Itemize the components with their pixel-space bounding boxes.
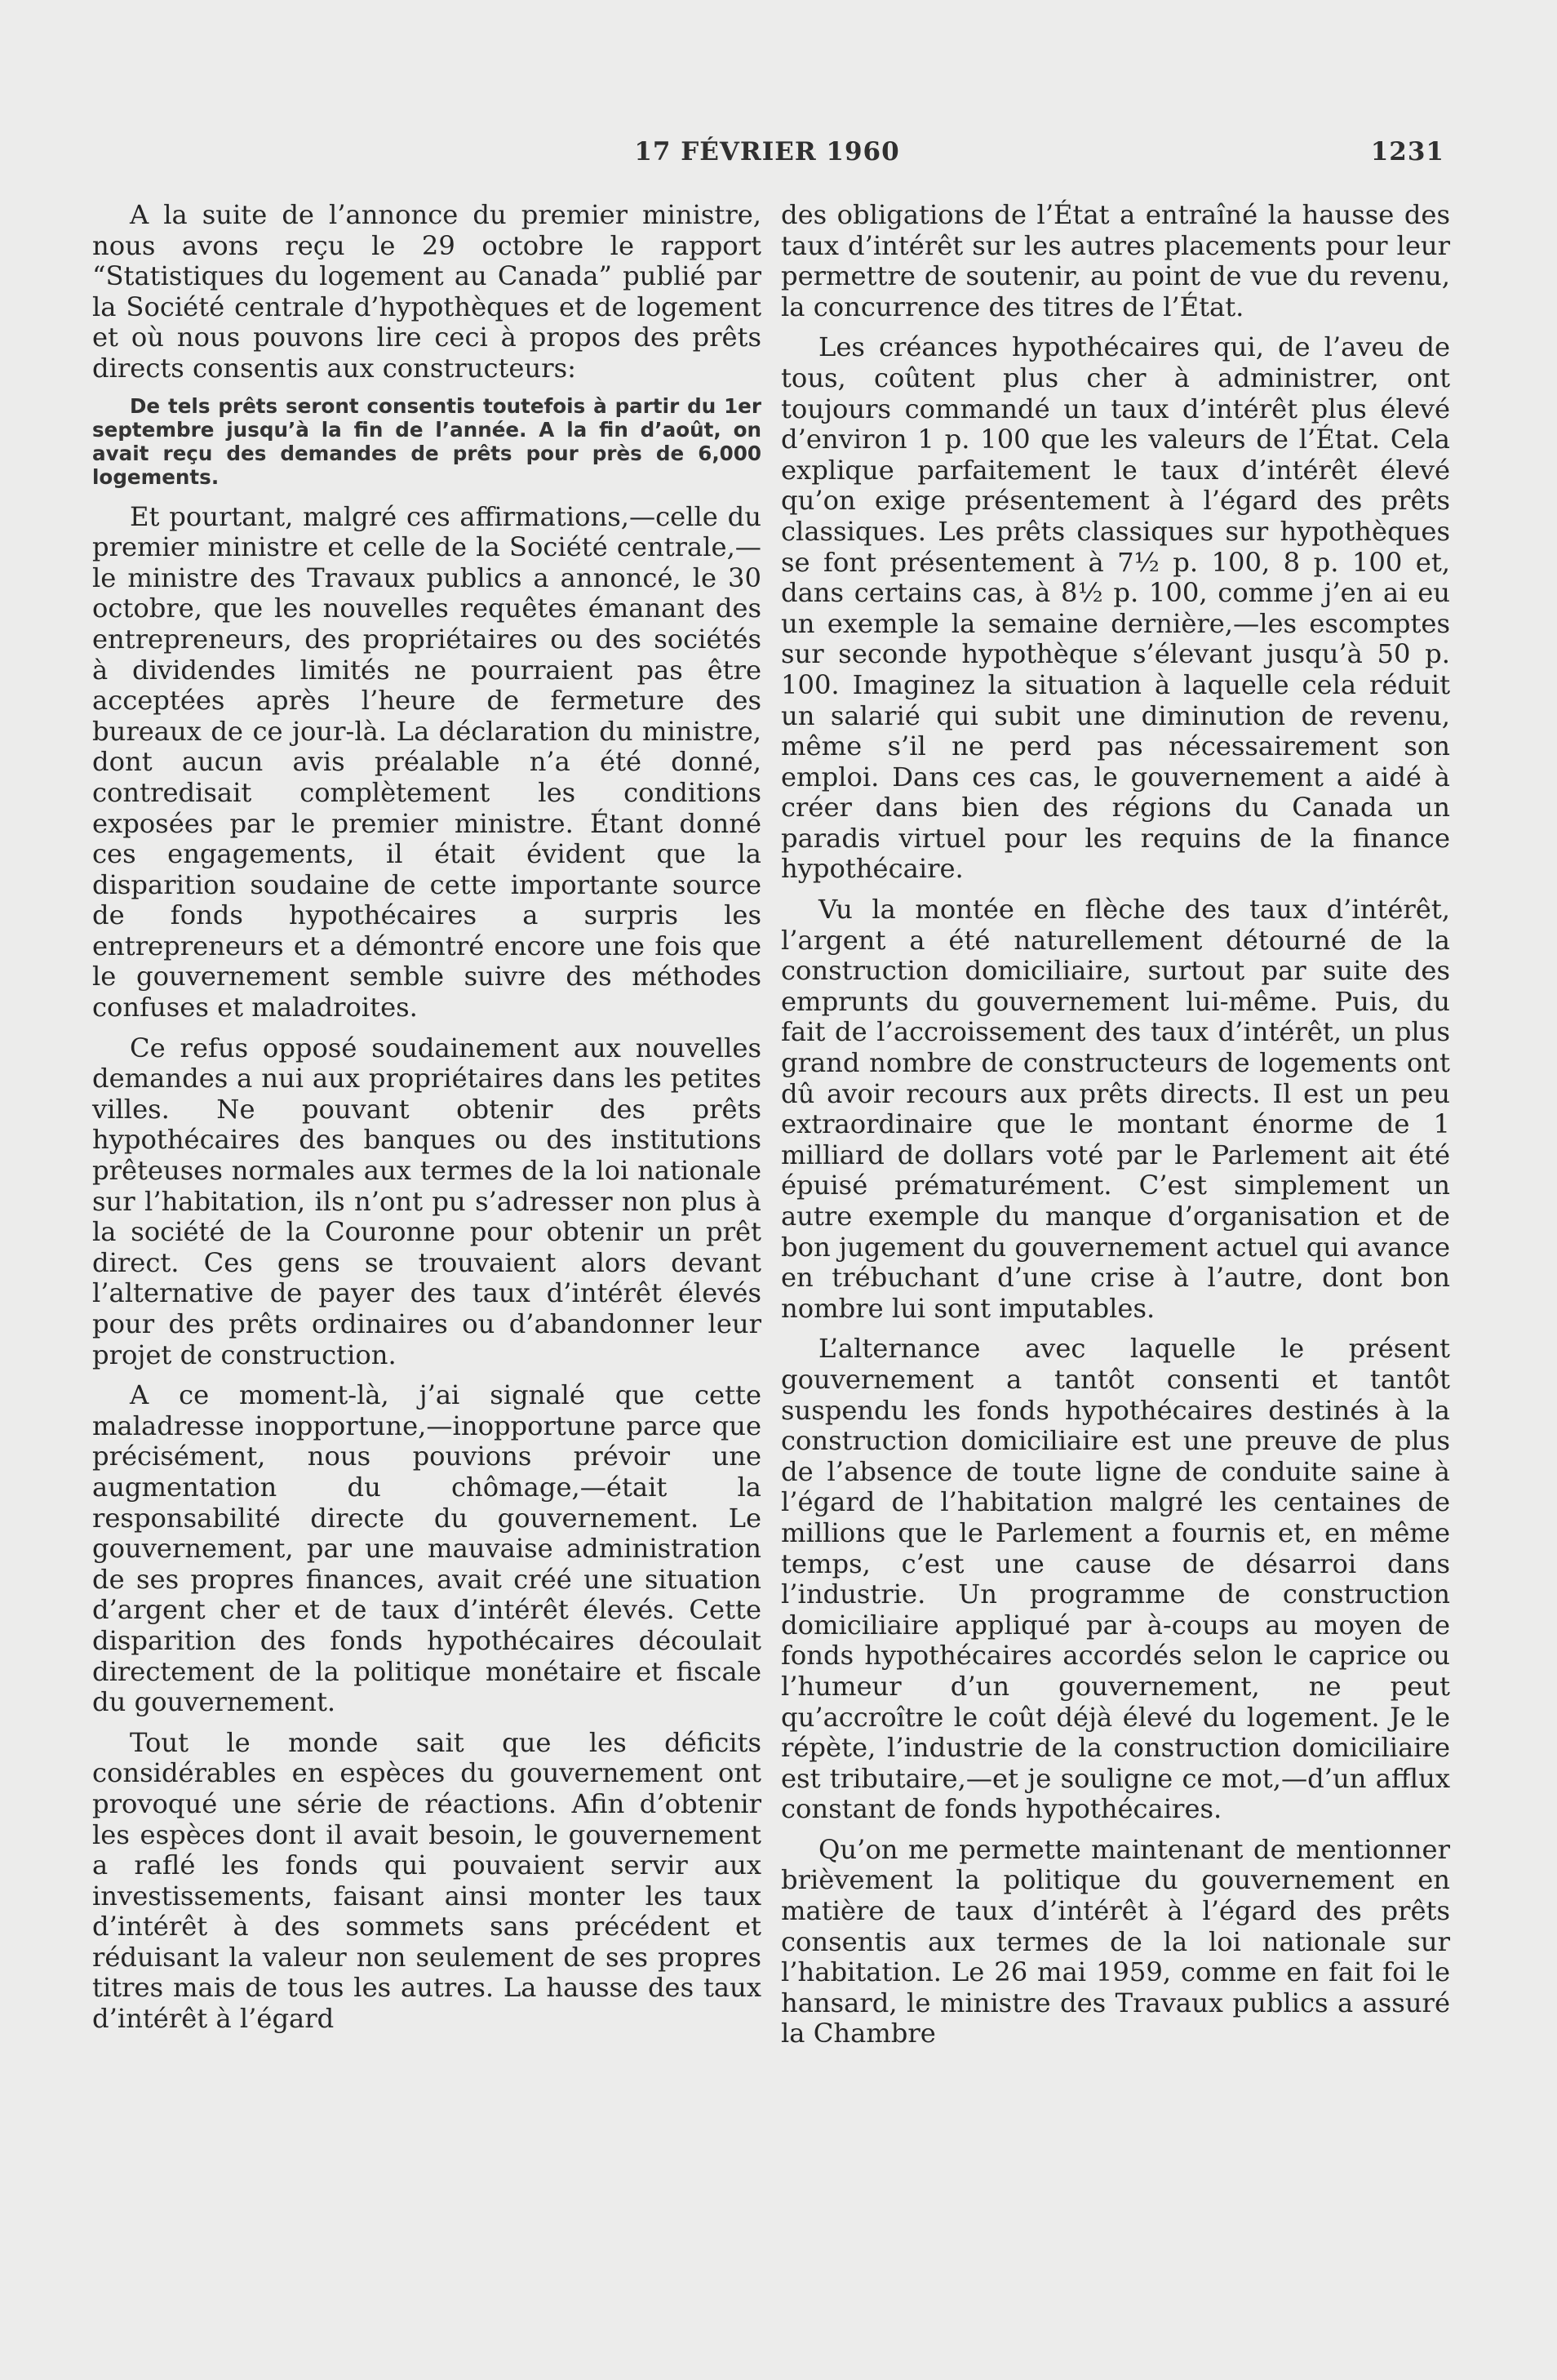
paragraph: Qu’on me permette maintenant de mentionner brièvement la politique du gouvernement en matière de taux d’intérêt à l’égard des prêts consentis aux termes de la loi nationale sur l’habitation. Le 26 mai 1959, comme en fait foi le hansard, le ministre des Travaux publics a assuré la Chambre: [781, 1833, 1450, 2049]
block-quote: [92, 394, 761, 489]
header-date: 17 FÉVRIER 1960: [634, 137, 900, 167]
paragraph: L’alternance avec laquelle le présent gouvernement a tantôt consenti et tantôt suspendu les fonds hypothécaires destinés à la construction domiciliaire est une preuve de plus de l’absence de toute ligne de conduite saine à l’égard de l’habitation malgré les centaines de millions que le Parlement a fournis et, en même temps, c’est une cause de désarroi dans l’industrie. Un programme de construction domiciliaire appliqué par à-coups au moyen de fonds hypothécaires accordés selon le caprice ou l’humeur d’un gouvernement, ne peut qu’accroître le coût déjà élevé du logement. Je le répète, l’industrie de la construction domiciliaire est tributaire,—et je souligne ce mot,—d’un afflux constant de fonds hypothécaires.: [781, 1333, 1450, 1825]
paragraph-continued: des obligations de l’État a entraîné la hausse des taux d’intérêt sur les autres placements pour leur permettre de soutenir, au point de vue du revenu, la concurrence des titres de l’État.: [781, 199, 1450, 322]
right-column: [781, 200, 1450, 2059]
page-header: [90, 137, 1444, 170]
paragraph: Ce refus opposé soudainement aux nouvelles demandes a nui aux propriétaires dans les petites villes. Ne pouvant obtenir des prêts hypothécaires des banques ou des institutions prêteuses normales aux termes de la loi nationale sur l’habitation, ils n’ont pu s’adresser non plus à la société de la Couronne pour obtenir un prêt direct. Ces gens se trouvaient alors devant l’alternative de payer des taux d’intérêt élevés pour des prêts ordinaires ou d’abandonner leur projet de construction.: [92, 1032, 761, 1370]
quote-text: De tels prêts seront consentis toutefois à partir du 1er septembre jusqu’à la fin de l’année. A la fin d’août, on avait reçu des demandes de prêts pour près de 6,000 logements.: [92, 393, 761, 489]
paragraph: Les créances hypothécaires qui, de l’aveu de tous, coûtent plus cher à administrer, ont toujours commandé un taux d’intérêt plus élevé d’environ 1 p. 100 que les valeurs de l’État. Cela explique parfaitement le taux d’intérêt élevé qu’on exige présentement à l’égard des prêts classiques. Les prêts classiques sur hypothèques se font présentement à 7½ p. 100, 8 p. 100 et, dans certains cas, à 8½ p. 100, comme j’en ai eu un exemple la semaine dernière,—les escomptes sur seconde hypothèque s’élevant jusqu’à 50 p. 100. Imaginez la situation à laquelle cela réduit un salarié qui subit une diminution de revenu, même s’il ne perd pas nécessairement son emploi. Dans ces cas, le gouvernement a aidé à créer dans bien des régions du Canada un paradis virtuel pour les requins de la finance hypothécaire.: [781, 331, 1450, 885]
paragraph: A ce moment-là, j’ai signalé que cette maladresse inopportune,—inopportune parce que précisément, nous pouvions prévoir une augmentation du chômage,—était la responsabilité directe du gouvernement. Le gouvernement, par une mauvaise administration de ses propres finances, avait créé une situation d’argent cher et de taux d’intérêt élevés. Cette disparition des fonds hypothécaires découlait directement de la politique monétaire et fiscale du gouvernement.: [92, 1379, 761, 1718]
left-column: [92, 200, 761, 2045]
paragraph: Tout le monde sait que les déficits considérables en espèces du gouvernement ont provoqué une série de réactions. Afin d’obtenir les espèces dont il avait besoin, le gouvernement a raflé les fonds qui pouvaient servir aux investissements, faisant ainsi monter les taux d’intérêt à des sommets sans précédent et réduisant la valeur non seulement de ses propres titres mais de tous les autres. La hausse des taux d’intérêt à l’égard: [92, 1726, 761, 2035]
paragraph: A la suite de l’annonce du premier ministre, nous avons reçu le 29 octobre le rapport “Statistiques du logement au Canada” publié par la Société centrale d’hypothèques et de logement et où nous pouvons lire ceci à propos des prêts directs consentis aux constructeurs:: [92, 199, 761, 384]
page-number: 1231: [1370, 137, 1444, 167]
paragraph: Et pourtant, malgré ces affirmations,—celle du premier ministre et celle de la Société centrale,—le ministre des Travaux publics a annoncé, le 30 octobre, que les nouvelles requêtes émanant des entrepreneurs, des propriétaires ou des sociétés à dividendes limités ne pourraient pas être acceptées après l’heure de fermeture des bureaux de ce jour-là. La déclaration du ministre, dont aucun avis préalable n’a été donné, contredisait complètement les conditions exposées par le premier ministre. Étant donné ces engagements, il était évident que la disparition soudaine de cette importante source de fonds hypothécaires a surpris les entrepreneurs et a démontré encore une fois que le gouvernement semble suivre des méthodes confuses et maladroites.: [92, 500, 761, 1023]
paragraph: Vu la montée en flèche des taux d’intérêt, l’argent a été naturellement détourné de la construction domiciliaire, surtout par suite des emprunts du gouvernement lui-même. Puis, du fait de l’accroissement des taux d’intérêt, un plus grand nombre de constructeurs de logements ont dû avoir recours aux prêts directs. Il est un peu extraordinaire que le montant énorme de 1 milliard de dollars voté par le Parlement ait été épuisé prématurément. C’est simplement un autre exemple du manque d’organisation et de bon jugement du gouvernement actuel qui avance en trébuchant d’une crise à l’autre, dont bon nombre lui sont imputables.: [781, 894, 1450, 1324]
